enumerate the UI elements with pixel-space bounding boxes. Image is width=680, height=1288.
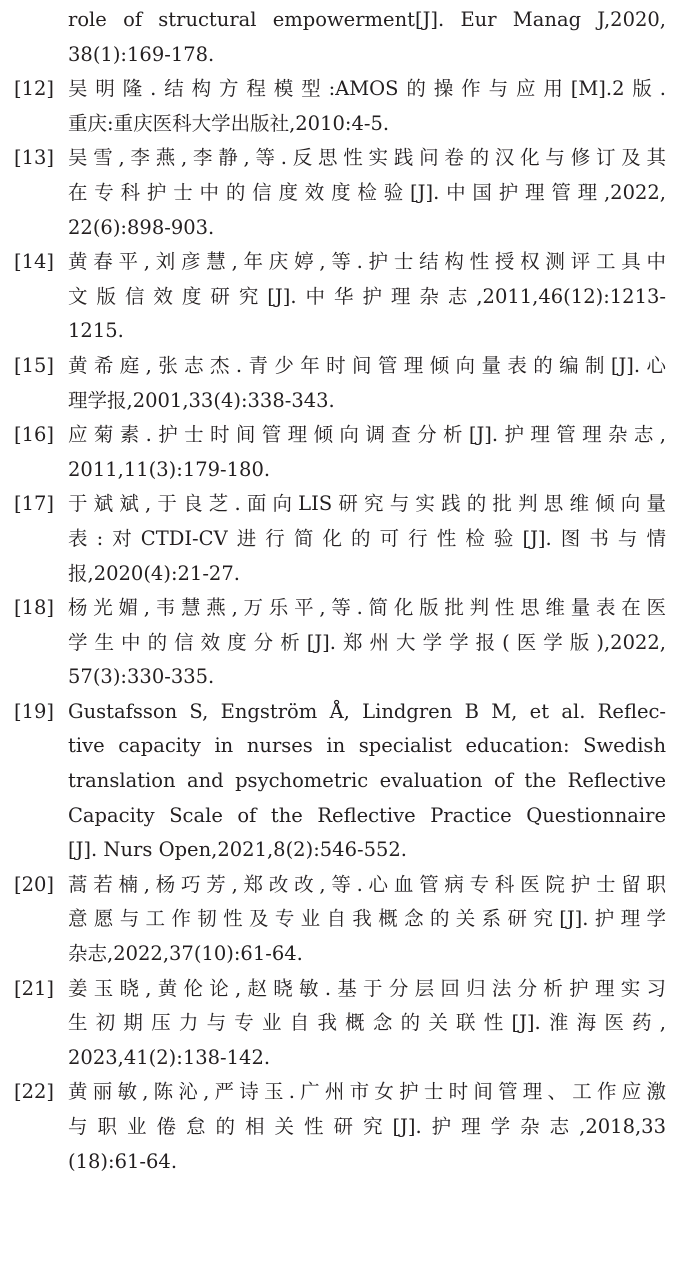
- reference-text-line: 于斌斌,于良芝.面向LIS研究与实践的批判思维倾向量: [68, 492, 666, 516]
- reference-entry: [0, 418, 680, 487]
- reference-text-line: 与职业倦怠的相关性研究[J].护理学杂志,2018,33: [68, 1115, 666, 1138]
- reference-text-line: 杂志,2022,37(10):61-64.: [68, 942, 303, 966]
- reference-text-line: 2011,11(3):179-180.: [68, 457, 271, 481]
- reference-number: [13]: [14, 146, 55, 170]
- reference-text-line: [J]. Nurs Open,2021,8(2):546-552.: [68, 838, 407, 862]
- reference-number: [21]: [14, 976, 55, 1000]
- reference-number: [17]: [14, 492, 55, 516]
- reference-entry: [0, 972, 680, 1076]
- reference-number: [18]: [14, 596, 55, 620]
- reference-text-line: role of structural empowerment[J]. Eur Manag J,2020,: [68, 8, 666, 31]
- reference-text-line: (18):61-64.: [68, 1149, 178, 1173]
- reference-entry: [0, 72, 680, 141]
- reference-text-line: 重庆:重庆医科大学出版社,2010:4-5.: [68, 111, 390, 135]
- reference-text-line: 蒿若楠,杨巧芳,郑改改,等.心血管病专科医院护士留职: [68, 872, 666, 896]
- reference-entry: [0, 591, 680, 695]
- reference-text-line: Gustafsson S, Engström Å, Lindgren B M, et al. Reflec-: [68, 699, 666, 723]
- reference-entry: [0, 3, 680, 72]
- reference-list: [0, 3, 680, 1179]
- reference-text-line: 黄希庭,张志杰.青少年时间管理倾向量表的编制[J].心: [68, 353, 666, 377]
- reference-text-line: 在专科护士中的信度效度检验[J].中国护理管理,2022,: [68, 180, 666, 204]
- reference-number: [20]: [14, 872, 55, 896]
- reference-number: [19]: [14, 699, 55, 723]
- reference-text-line: 报,2020(4):21-27.: [68, 561, 240, 585]
- reference-text-line: 2023,41(2):138-142.: [68, 1045, 271, 1069]
- reference-entry: [0, 141, 680, 245]
- reference-entry: [0, 695, 680, 868]
- reference-text-line: 意愿与工作韧性及专业自我概念的关系研究[J].护理学: [68, 907, 666, 931]
- reference-text-line: 22(6):898-903.: [68, 215, 215, 239]
- reference-text-line: 应菊素.护士时间管理倾向调查分析[J].护理管理杂志,: [68, 423, 666, 447]
- reference-text-line: 杨光媚,韦慧燕,万乐平,等.简化版批判性思维量表在医: [68, 596, 666, 620]
- reference-number: [16]: [14, 423, 55, 447]
- reference-entry: [0, 1075, 680, 1179]
- reference-text-line: 1215.: [68, 319, 124, 343]
- reference-entry: [0, 868, 680, 972]
- reference-text-line: 生初期压力与专业自我概念的关联性[J].淮海医药,: [68, 1011, 666, 1035]
- reference-text-line: tive capacity in nurses in specialist education: Swedish: [68, 734, 666, 758]
- reference-text-line: 文版信效度研究[J].中华护理杂志,2011,46(12):1213-: [68, 284, 666, 308]
- reference-entry: [0, 349, 680, 418]
- reference-text-line: 表:对CTDI-CV进行简化的可行性检验[J].图书与情: [68, 526, 666, 550]
- reference-text-line: 吴雪,李燕,李静,等.反思性实践问卷的汉化与修订及其: [68, 146, 666, 170]
- reference-text-line: 吴明隆.结构方程模型:AMOS的操作与应用[M].2版.: [68, 77, 666, 101]
- reference-text-line: 57(3):330-335.: [68, 665, 215, 689]
- reference-text-line: translation and psychometric evaluation of the Reflective: [68, 769, 666, 793]
- reference-text-line: 黄丽敏,陈沁,严诗玉.广州市女护士时间管理、工作应激: [68, 1080, 666, 1104]
- reference-text-line: 黄春平,刘彦慧,年庆婷,等.护士结构性授权测评工具中: [68, 250, 666, 274]
- reference-number: [15]: [14, 353, 55, 377]
- reference-entry: [0, 487, 680, 591]
- reference-entry: [0, 245, 680, 349]
- reference-number: [14]: [14, 250, 55, 274]
- reference-text-line: 38(1):169-178.: [68, 42, 215, 66]
- reference-number: [22]: [14, 1080, 55, 1104]
- reference-text-line: Capacity Scale of the Reflective Practice Questionnaire: [68, 803, 666, 827]
- reference-number: [12]: [14, 77, 55, 101]
- reference-text-line: 学生中的信效度分析[J].郑州大学学报(医学版),2022,: [68, 630, 666, 654]
- reference-text-line: 姜玉晓,黄伦论,赵晓敏.基于分层回归法分析护理实习: [68, 976, 666, 1000]
- reference-text-line: 理学报,2001,33(4):338-343.: [68, 388, 335, 412]
